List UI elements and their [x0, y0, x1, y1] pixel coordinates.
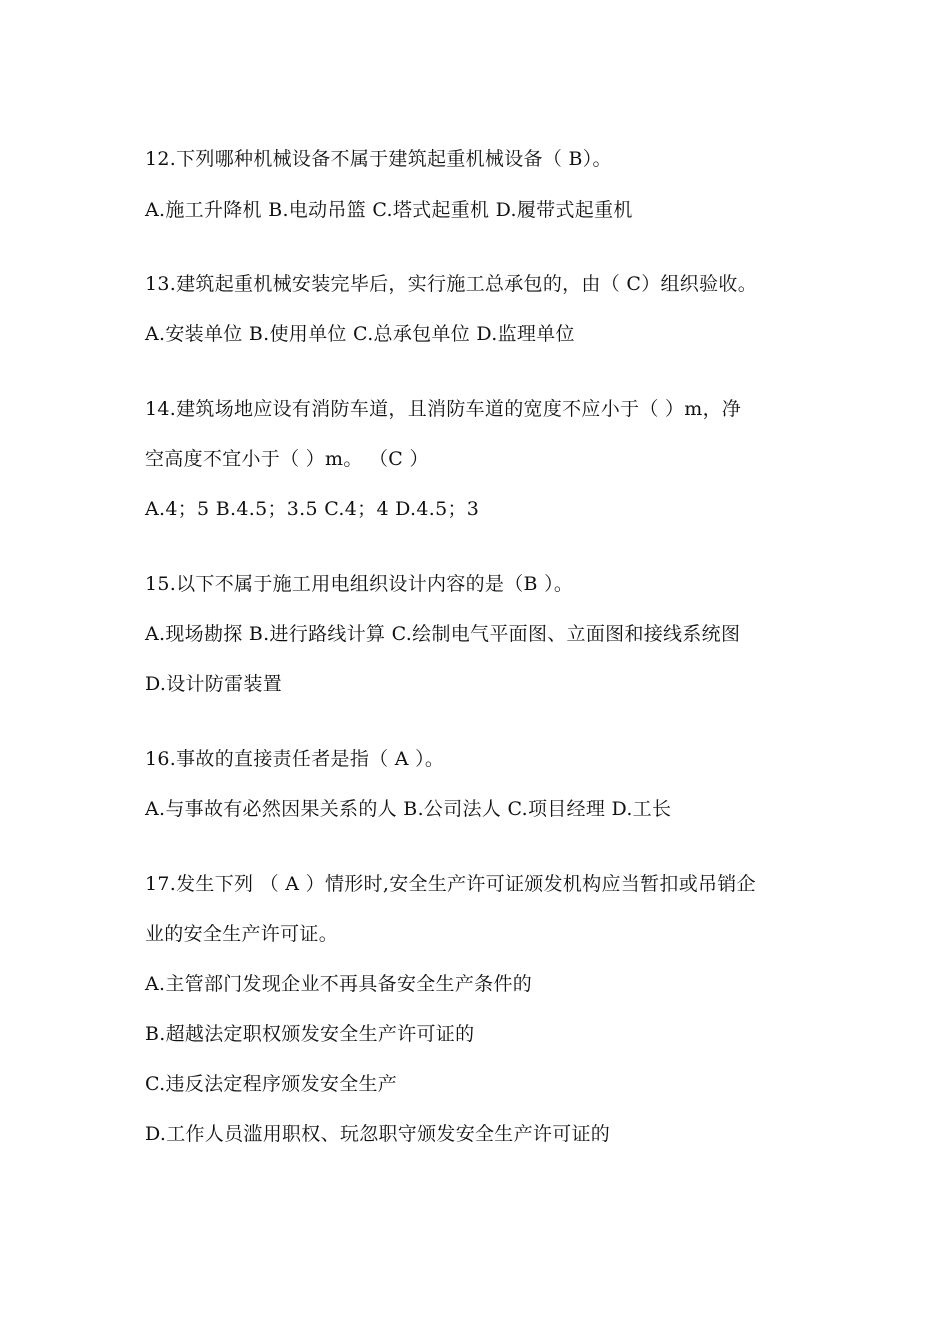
question-15-stem: 15.以下不属于施工用电组织设计内容的是（B ）。	[145, 573, 574, 595]
question-13-options: A.安装单位 B.使用单位 C.总承包单位 D.监理单位	[145, 323, 575, 345]
question-16-options: A.与事故有必然因果关系的人 B.公司法人 C.项目经理 D.工长	[145, 798, 672, 820]
question-17-option-d: D.工作人员滥用职权、玩忽职守颁发安全生产许可证的	[145, 1123, 611, 1145]
question-17-stem-line-1: 17.发生下列 （ A ）情形时,安全生产许可证颁发机构应当暂扣或吊销企	[145, 873, 756, 895]
question-13-stem: 13.建筑起重机械安装完毕后，实行施工总承包的，由（ C）组织验收。	[145, 273, 757, 295]
question-17-option-c: C.违反法定程序颁发安全生产	[145, 1073, 398, 1095]
question-14-stem-line-2: 空高度不宜小于（ ）m。 （C ）	[145, 448, 429, 470]
question-16-stem: 16.事故的直接责任者是指（ A ）。	[145, 748, 445, 770]
question-15-options-line-1: A.现场勘探 B.进行路线计算 C.绘制电气平面图、立面图和接线系统图	[145, 623, 741, 645]
question-17-stem-line-2: 业的安全生产许可证。	[145, 923, 339, 945]
question-12-stem: 12.下列哪种机械设备不属于建筑起重机械设备（ B）。	[145, 148, 612, 170]
question-12-options: A.施工升降机 B.电动吊篮 C.塔式起重机 D.履带式起重机	[145, 199, 633, 221]
question-14-stem-line-1: 14.建筑场地应设有消防车道，且消防车道的宽度不应小于（ ）m，净	[145, 398, 742, 420]
question-15-options-line-2: D.设计防雷装置	[145, 673, 282, 695]
question-17-option-a: A.主管部门发现企业不再具备安全生产条件的	[145, 973, 533, 995]
question-14-options: A.4；5 B.4.5；3.5 C.4；4 D.4.5；3	[145, 498, 480, 520]
question-17-option-b: B.超越法定职权颁发安全生产许可证的	[145, 1023, 475, 1045]
